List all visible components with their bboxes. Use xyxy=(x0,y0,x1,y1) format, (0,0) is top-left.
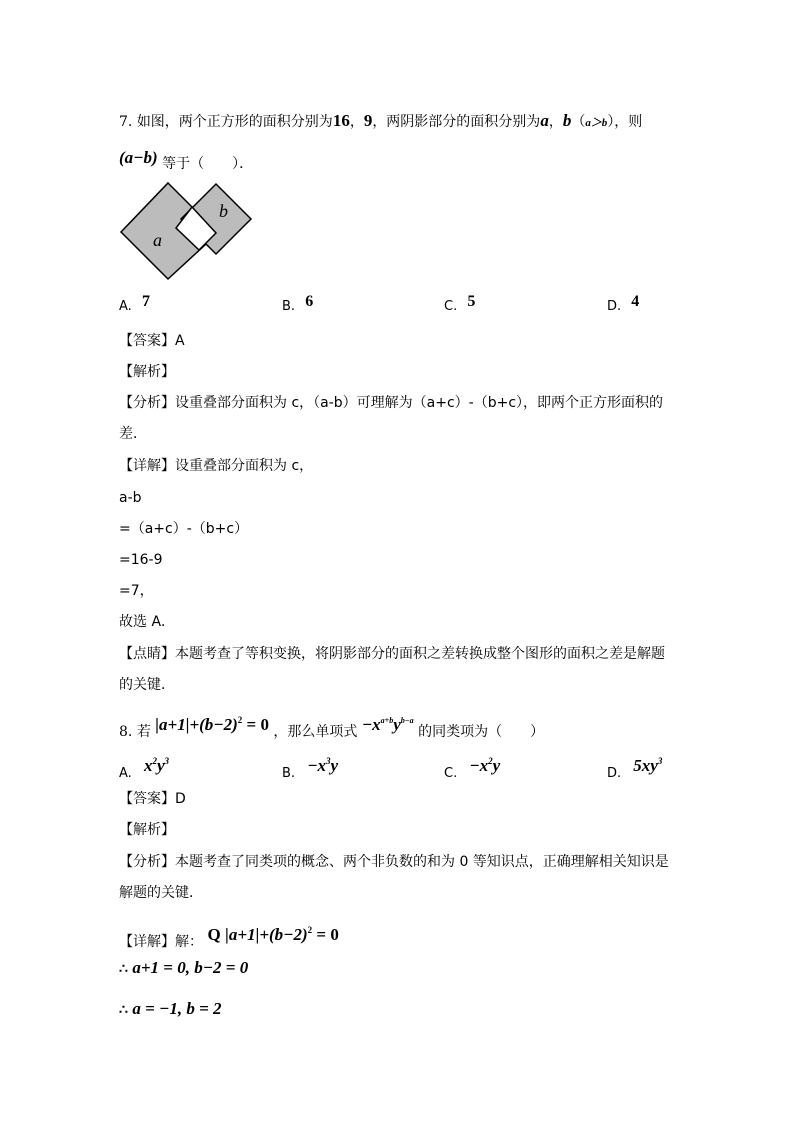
q7-sep: ， xyxy=(349,114,364,130)
q8-end-text: 的同类项为（ ） xyxy=(418,724,545,740)
q7-dianjing-line2: 的关键． xyxy=(119,677,175,693)
q8-condition-expr: |a+1|+(b−2) xyxy=(155,715,238,734)
option-value xyxy=(307,756,338,775)
q7-step-2: =（a+c）-（b+c） xyxy=(119,521,249,537)
q7-stem-line1 xyxy=(119,111,642,133)
q8-step1: a+1 = 0, b−2 = 0 xyxy=(132,958,249,977)
q7-answer: 【答案】A xyxy=(119,333,185,349)
q7-cond-close: ），则 xyxy=(607,114,643,130)
q8-ruo: 若 xyxy=(136,724,151,740)
q7-stem-line2 xyxy=(119,148,254,172)
q8-because-expr: |a+1|+(b−2) xyxy=(225,925,308,944)
q8-option-a[interactable] xyxy=(119,756,169,782)
q7-step-4: =7， xyxy=(119,583,154,599)
q7-stem-text3: 等于（ ）． xyxy=(162,156,254,172)
q8-number: 8. xyxy=(119,724,133,740)
opt-base1: −x xyxy=(469,756,489,775)
q7-figure xyxy=(115,180,255,282)
q7-area-9: 9 xyxy=(363,111,373,130)
q8-option-b[interactable] xyxy=(282,756,339,782)
opt-base2: y xyxy=(492,756,501,775)
q7-comma: ， xyxy=(548,114,563,130)
option-value: 6 xyxy=(305,293,314,310)
option-letter: C. xyxy=(444,766,458,781)
option-letter: B. xyxy=(282,766,296,781)
option-letter: A. xyxy=(119,766,132,781)
q7-option-a[interactable] xyxy=(119,293,150,315)
q7-area-16: 16 xyxy=(332,111,350,130)
q8-mid-text: ，那么单项式 xyxy=(273,724,358,740)
figure-label-a: a xyxy=(153,230,162,250)
q8-analysis-title: 【解析】 xyxy=(119,822,175,838)
option-letter: B. xyxy=(282,299,296,314)
q8-mono-y: y xyxy=(393,715,401,734)
q7-stem-text2: ，两阴影部分的面积分别为 xyxy=(372,114,541,130)
q8-option-d[interactable] xyxy=(607,756,663,782)
option-letter: C. xyxy=(444,299,458,314)
q7-var-a: a xyxy=(540,111,549,130)
q7-number: 7. xyxy=(119,114,133,130)
figure-label-b: b xyxy=(219,201,228,221)
option-value: 5 xyxy=(467,293,476,310)
q7-step-1: a-b xyxy=(119,490,142,506)
option-letter: D. xyxy=(607,299,622,314)
opt-base1: 5xy xyxy=(633,756,658,775)
q7-var-b: b xyxy=(562,111,572,130)
option-letter: A. xyxy=(119,299,132,314)
therefore-symbol: ∴ xyxy=(119,1003,128,1018)
q8-fenxi-line1: 【分析】本题考查了同类项的概念、两个非负数的和为 0 等知识点，正确理解相关知识是 xyxy=(119,854,669,870)
opt-exp1: 2 xyxy=(488,756,493,766)
q8-mono-exp1: a+b xyxy=(380,716,394,725)
opt-exp1: 2 xyxy=(152,756,157,766)
option-letter: D. xyxy=(607,766,622,781)
opt-exp1: 3 xyxy=(657,756,663,766)
q8-because-exp: 2 xyxy=(307,925,313,935)
q7-option-c[interactable] xyxy=(444,293,476,315)
q7-step-3: =16-9 xyxy=(119,552,163,568)
q7-fenxi-line2: 差． xyxy=(119,426,147,442)
q8-fenxi-line2: 解题的关键． xyxy=(119,885,203,901)
q8-answer: 【答案】D xyxy=(119,791,186,807)
q7-condition: a＞b xyxy=(585,117,608,129)
opt-exp2: 3 xyxy=(164,756,169,766)
q7-dianjing-line1: 【点睛】本题考查了等积变换，将阴影部分的面积之差转换成整个图形的面积之差是解题 xyxy=(119,646,665,662)
option-value xyxy=(633,756,662,775)
q8-detail-line xyxy=(119,920,339,950)
q7-choose: 故选 A． xyxy=(119,614,176,630)
q7-analysis-title: 【解析】 xyxy=(119,364,175,380)
q8-mono-base: −x xyxy=(361,715,381,734)
q8-stem xyxy=(119,716,544,742)
opt-exp1: 3 xyxy=(326,756,331,766)
q7-option-b[interactable] xyxy=(282,293,314,315)
q7-fenxi-line1: 【分析】设重叠部分面积为 c，（a-b）可理解为（a+c）-（b+c），即两个正方形面积的 xyxy=(119,395,664,411)
opt-base1: −x xyxy=(307,756,327,775)
opt-base2: y xyxy=(156,756,165,775)
option-value xyxy=(469,756,500,775)
q8-condition-eq: = 0 xyxy=(242,715,269,734)
q7-option-d[interactable] xyxy=(607,293,640,315)
q8-step1-line xyxy=(119,958,248,980)
option-value xyxy=(144,756,169,775)
q7-cond-open: （ xyxy=(571,114,586,130)
opt-base1: x xyxy=(143,756,153,775)
q8-condition-exp: 2 xyxy=(237,715,243,725)
q8-step2: a = −1, b = 2 xyxy=(132,999,222,1018)
q8-mono-exp2: b−a xyxy=(400,716,414,725)
q8-detail-label: 【详解】解： xyxy=(119,934,203,950)
because-symbol: Q xyxy=(207,925,221,944)
q7-detail-line1: 【详解】设重叠部分面积为 c， xyxy=(119,458,314,474)
q8-step2-line xyxy=(119,999,222,1021)
q8-because-eq: = 0 xyxy=(312,925,339,944)
q7-stem-text: 如图，两个正方形的面积分别为 xyxy=(136,114,333,130)
option-value: 7 xyxy=(141,293,150,310)
opt-base2: y xyxy=(330,756,339,775)
therefore-symbol: ∴ xyxy=(119,962,128,977)
option-value: 4 xyxy=(631,293,640,310)
q7-expression: (a−b) xyxy=(119,148,158,167)
q8-option-c[interactable] xyxy=(444,756,501,782)
